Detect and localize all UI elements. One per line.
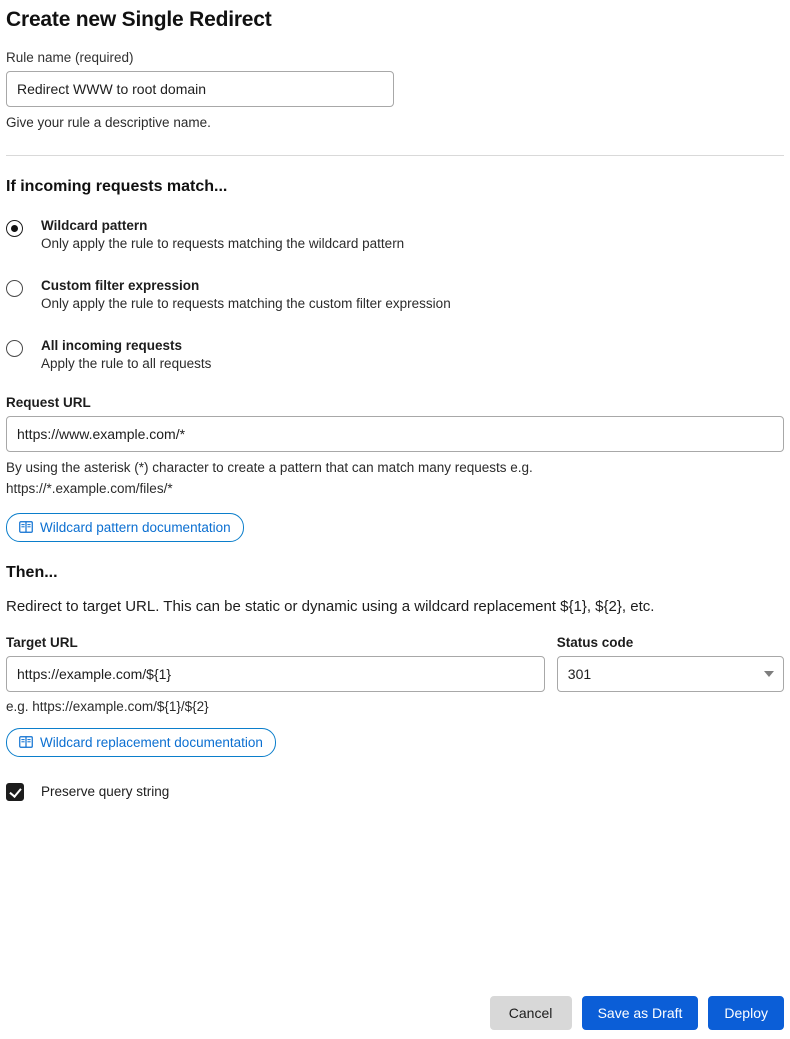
status-code-select[interactable] — [557, 656, 784, 692]
radio-option-title: Wildcard pattern — [41, 217, 148, 233]
radio-option-all-incoming-requests[interactable] — [6, 338, 784, 371]
target-url-input[interactable] — [6, 656, 545, 692]
rule-name-input[interactable] — [6, 71, 394, 107]
rule-name-helper: Give your rule a descriptive name. — [6, 115, 211, 130]
save-as-draft-button[interactable]: Save as Draft — [582, 996, 699, 1030]
create-single-redirect-form — [0, 8, 790, 1039]
request-url-helper-line-2: https://*.example.com/files/* — [6, 481, 173, 497]
target-url-label: Target URL — [6, 634, 78, 650]
doc-link-label: Wildcard pattern documentation — [40, 519, 231, 535]
page-title: Create new Single Redirect — [6, 8, 272, 31]
preserve-query-string-label: Preserve query string — [41, 784, 170, 800]
deploy-button[interactable]: Deploy — [708, 996, 784, 1030]
status-code-group — [557, 635, 784, 692]
rule-name-label: Rule name (required) — [6, 50, 134, 65]
book-icon — [19, 520, 33, 534]
radio-option-description: Apply the rule to all requests — [41, 355, 212, 371]
radio-option-title: All incoming requests — [41, 337, 183, 353]
status-code-label: Status code — [556, 634, 634, 650]
form-actions — [490, 996, 784, 1030]
radio-option-description: Only apply the rule to requests matching the wildcard pattern — [41, 235, 405, 251]
then-section-title: Then... — [6, 563, 58, 581]
radio-button-icon[interactable] — [6, 280, 23, 297]
radio-button-icon[interactable] — [6, 220, 23, 237]
wildcard-pattern-documentation-link[interactable] — [6, 513, 244, 542]
then-section-description: Redirect to target URL. This can be static or dynamic using a wildcard replacement ${1}, ${2}, etc. — [6, 597, 655, 615]
preserve-query-string-row[interactable] — [6, 783, 784, 801]
cancel-button[interactable]: Cancel — [490, 996, 572, 1030]
target-url-helper: e.g. https://example.com/${1}/${2} — [6, 698, 209, 714]
doc-link-label: Wildcard replacement documentation — [40, 734, 263, 750]
book-icon — [19, 735, 33, 749]
target-url-group — [6, 635, 545, 692]
radio-option-custom-filter-expression[interactable] — [6, 278, 784, 311]
match-radio-group — [6, 218, 784, 371]
radio-option-title: Custom filter expression — [41, 277, 200, 293]
status-code-value: 301 — [567, 665, 592, 682]
radio-option-wildcard-pattern[interactable] — [6, 218, 784, 251]
request-url-helper-line-1: By using the asterisk (*) character to create a pattern that can match many requests e.g. — [6, 459, 533, 475]
radio-button-icon[interactable] — [6, 340, 23, 357]
preserve-query-string-checkbox[interactable] — [6, 783, 24, 801]
match-section-title: If incoming requests match... — [6, 177, 228, 195]
request-url-label: Request URL — [6, 394, 91, 410]
request-url-input[interactable] — [6, 416, 784, 452]
radio-option-description: Only apply the rule to requests matching the custom filter expression — [41, 295, 451, 311]
wildcard-replacement-documentation-link[interactable] — [6, 728, 276, 757]
target-and-status-row — [6, 635, 784, 692]
section-divider — [6, 155, 784, 156]
